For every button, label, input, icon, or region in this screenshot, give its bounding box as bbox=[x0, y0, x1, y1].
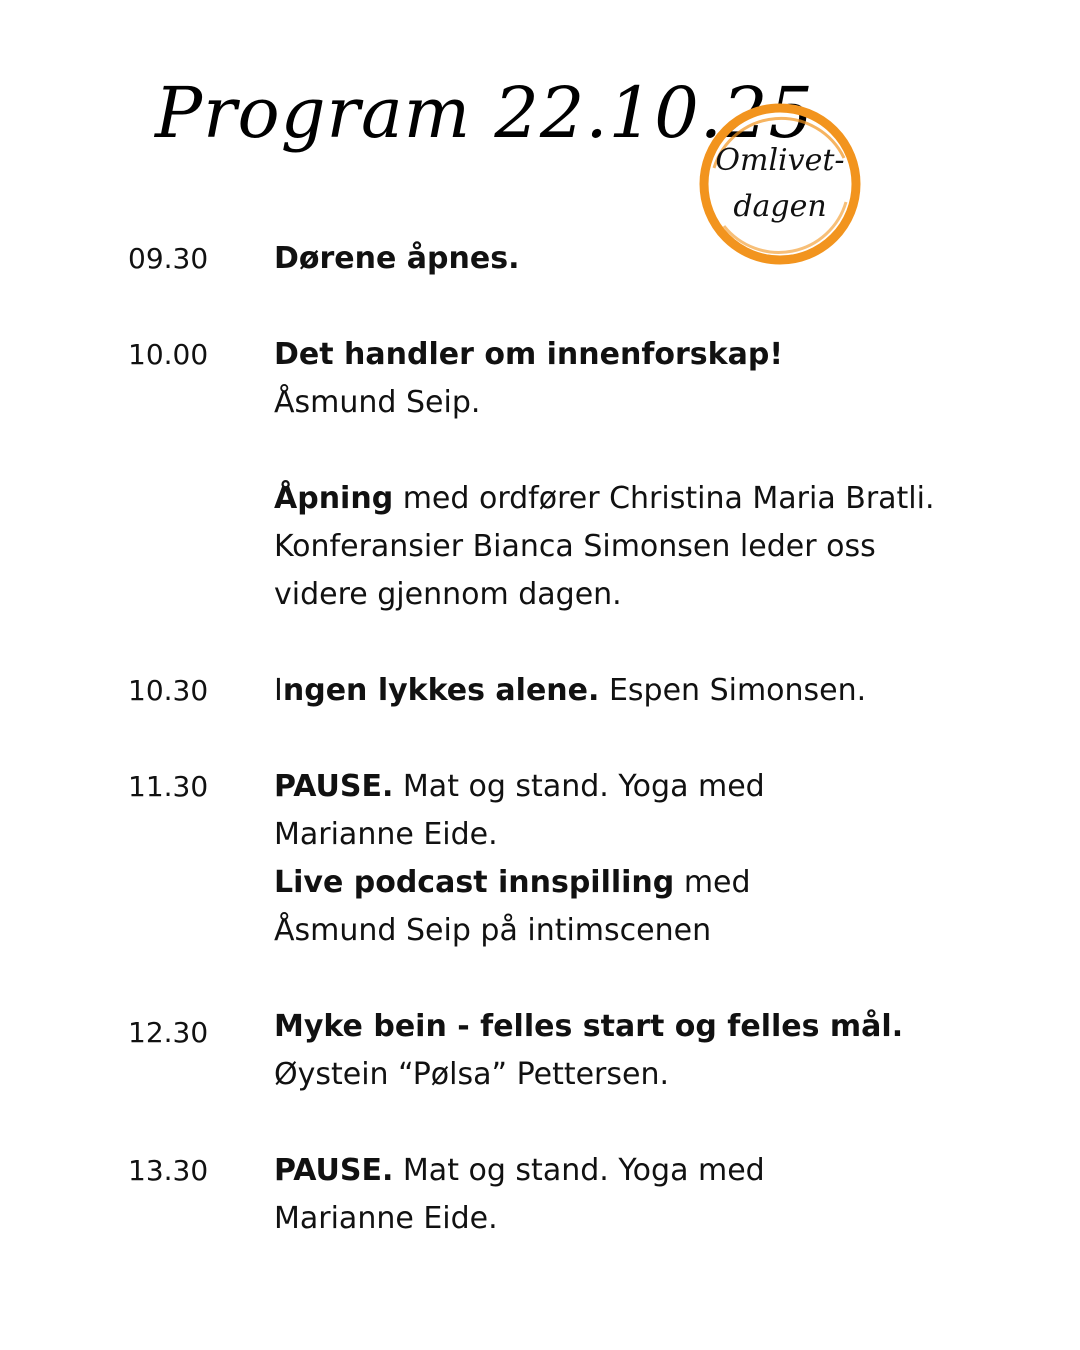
session-detail: med bbox=[674, 865, 751, 900]
description-line bbox=[274, 1147, 974, 1195]
speaker-name: Marianne Eide. bbox=[274, 817, 498, 852]
schedule-description bbox=[274, 763, 974, 955]
session-detail: videre gjennom dagen. bbox=[274, 577, 622, 612]
description-line bbox=[274, 475, 974, 523]
description-line bbox=[274, 859, 974, 907]
session-title: PAUSE. bbox=[274, 769, 394, 804]
session-detail: med ordfører Christina Maria Bratli. bbox=[393, 481, 935, 516]
description-line bbox=[274, 1195, 974, 1243]
session-title: PAUSE. bbox=[274, 1153, 394, 1188]
description-line bbox=[274, 811, 974, 859]
description-line bbox=[274, 235, 974, 283]
page-title: Program 22.10.25 bbox=[155, 72, 815, 154]
speaker-name: Åsmund Seip på intimscenen bbox=[274, 913, 712, 948]
description-line bbox=[274, 763, 974, 811]
description-line bbox=[274, 331, 974, 379]
description-line bbox=[274, 1003, 974, 1051]
schedule-time: 11.30 bbox=[128, 770, 209, 803]
speaker-name: Øystein “Pølsa” Pettersen. bbox=[274, 1057, 670, 1092]
schedule-time: 10.00 bbox=[128, 338, 209, 371]
session-title: Dørene åpnes. bbox=[274, 241, 520, 276]
description-line bbox=[274, 1051, 974, 1099]
schedule-description bbox=[274, 331, 974, 619]
schedule-time: 13.30 bbox=[128, 1154, 209, 1187]
schedule-description bbox=[274, 667, 974, 715]
description-line bbox=[274, 907, 974, 955]
session-title: Det handler om innenforskap! bbox=[274, 337, 784, 372]
session-detail: Konferansier Bianca Simonsen leder oss bbox=[274, 529, 876, 564]
description-line bbox=[274, 523, 974, 571]
session-title: Myke bein - felles start og felles mål. bbox=[274, 1009, 904, 1044]
speaker-name: Espen Simonsen. bbox=[599, 673, 867, 708]
description-line bbox=[274, 379, 974, 427]
speaker-name: Åsmund Seip. bbox=[274, 385, 481, 420]
session-detail: Mat og stand. Yoga med bbox=[393, 769, 765, 804]
logo-text-line1: Omlivet- bbox=[715, 143, 845, 178]
schedule-description bbox=[274, 235, 974, 283]
schedule-description bbox=[274, 1003, 974, 1099]
schedule-time: 10.30 bbox=[128, 674, 209, 707]
description-line bbox=[274, 571, 974, 619]
session-title-lead: I bbox=[274, 673, 283, 708]
session-title: Åpning bbox=[274, 481, 394, 516]
session-title: ngen lykkes alene. bbox=[282, 673, 600, 708]
schedule-time: 12.30 bbox=[128, 1016, 209, 1049]
description-line bbox=[274, 667, 974, 715]
session-title: Live podcast innspilling bbox=[274, 865, 675, 900]
session-detail: Mat og stand. Yoga med bbox=[393, 1153, 765, 1188]
logo-text-line2: dagen bbox=[733, 189, 827, 224]
speaker-name: Marianne Eide. bbox=[274, 1201, 498, 1236]
schedule-time: 09.30 bbox=[128, 242, 209, 275]
schedule-description bbox=[274, 1147, 974, 1243]
